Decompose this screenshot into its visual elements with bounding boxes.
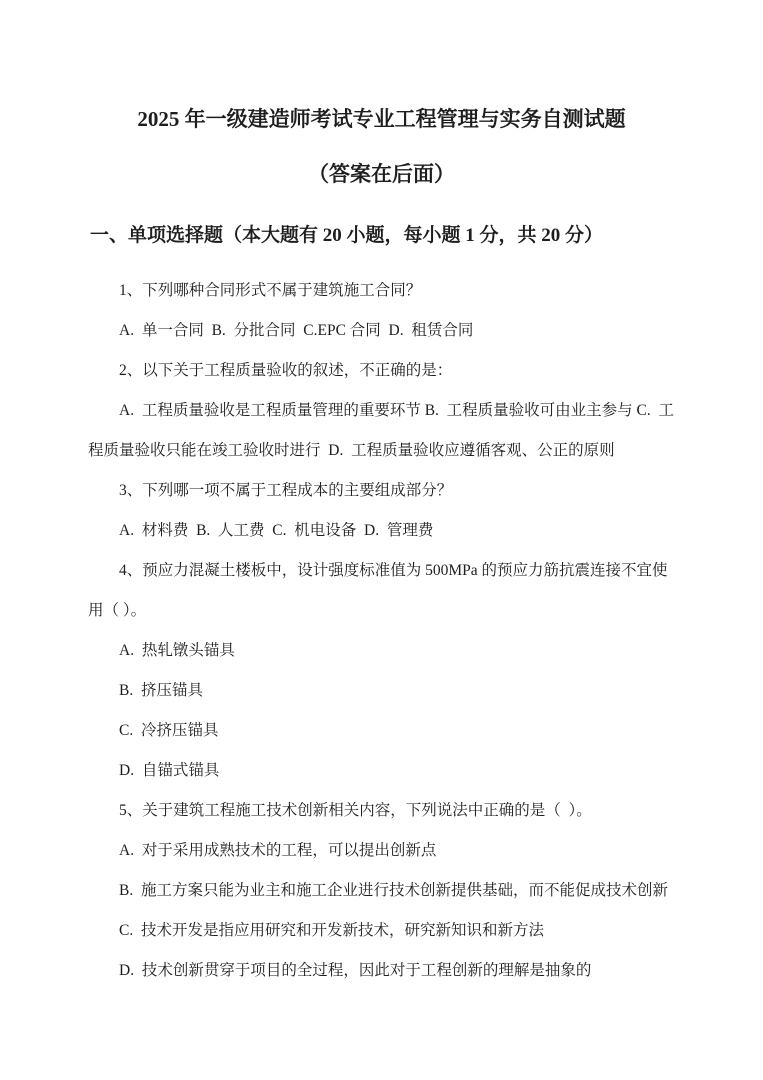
document-subtitle: （答案在后面） (308, 162, 455, 186)
question-4-option-b: B. 挤压锚具 (119, 682, 203, 699)
question-4-option-d: D. 自锚式锚具 (119, 762, 220, 779)
question-5-stem: 5、关于建筑工程施工技术创新相关内容，下列说法中正确的是（ ）。 (119, 802, 592, 819)
question-1-options-inline: A. 单一合同 B. 分批合同 C.EPC 合同 D. 租赁合同 (119, 322, 474, 339)
question-4-option-a: A. 热轧镦头锚具 (119, 642, 235, 659)
question-2-options-inline: A. 工程质量验收是工程质量管理的重要环节 B. 工程质量验收可由业主参与 C. 工程质量验收只能在竣工验收时进行 D. 工程质量验收应遵循客观、公正的原则 (88, 402, 674, 459)
question-4-stem: 4、预应力混凝土楼板中，设计强度标准值为 500MPa 的预应力筋抗震连接不宜使用（ ）。 (88, 562, 668, 619)
question-3-stem: 3、下列哪一项不属于工程成本的主要组成部分？ (119, 482, 453, 499)
question-5-option-a: A. 对于采用成熟技术的工程，可以提出创新点 (119, 842, 437, 859)
question-1-stem: 1、下列哪种合同形式不属于建筑施工合同？ (119, 282, 422, 299)
section-heading: 一、单项选择题（本大题有 20 小题，每小题 1 分，共 20 分） (90, 225, 604, 246)
question-2-stem: 2、以下关于工程质量验收的叙述，不正确的是： (119, 362, 453, 379)
question-5-option-c: C. 技术开发是指应用研究和开发新技术，研究新知识和新方法 (119, 922, 544, 939)
question-4-option-c: C. 冷挤压锚具 (119, 722, 219, 739)
question-list (88, 271, 679, 991)
question-5-option-d: D. 技术创新贯穿于项目的全过程，因此对于工程创新的理解是抽象的 (119, 962, 592, 979)
question-3-options-inline: A. 材料费 B. 人工费 C. 机电设备 D. 管理费 (119, 522, 434, 539)
document-title: 2025 年一级建造师考试专业工程管理与实务自测试题 (137, 107, 626, 131)
question-5-option-b: B. 施工方案只能为业主和施工企业进行技术创新提供基础，而不能促成技术创新 (119, 882, 668, 899)
